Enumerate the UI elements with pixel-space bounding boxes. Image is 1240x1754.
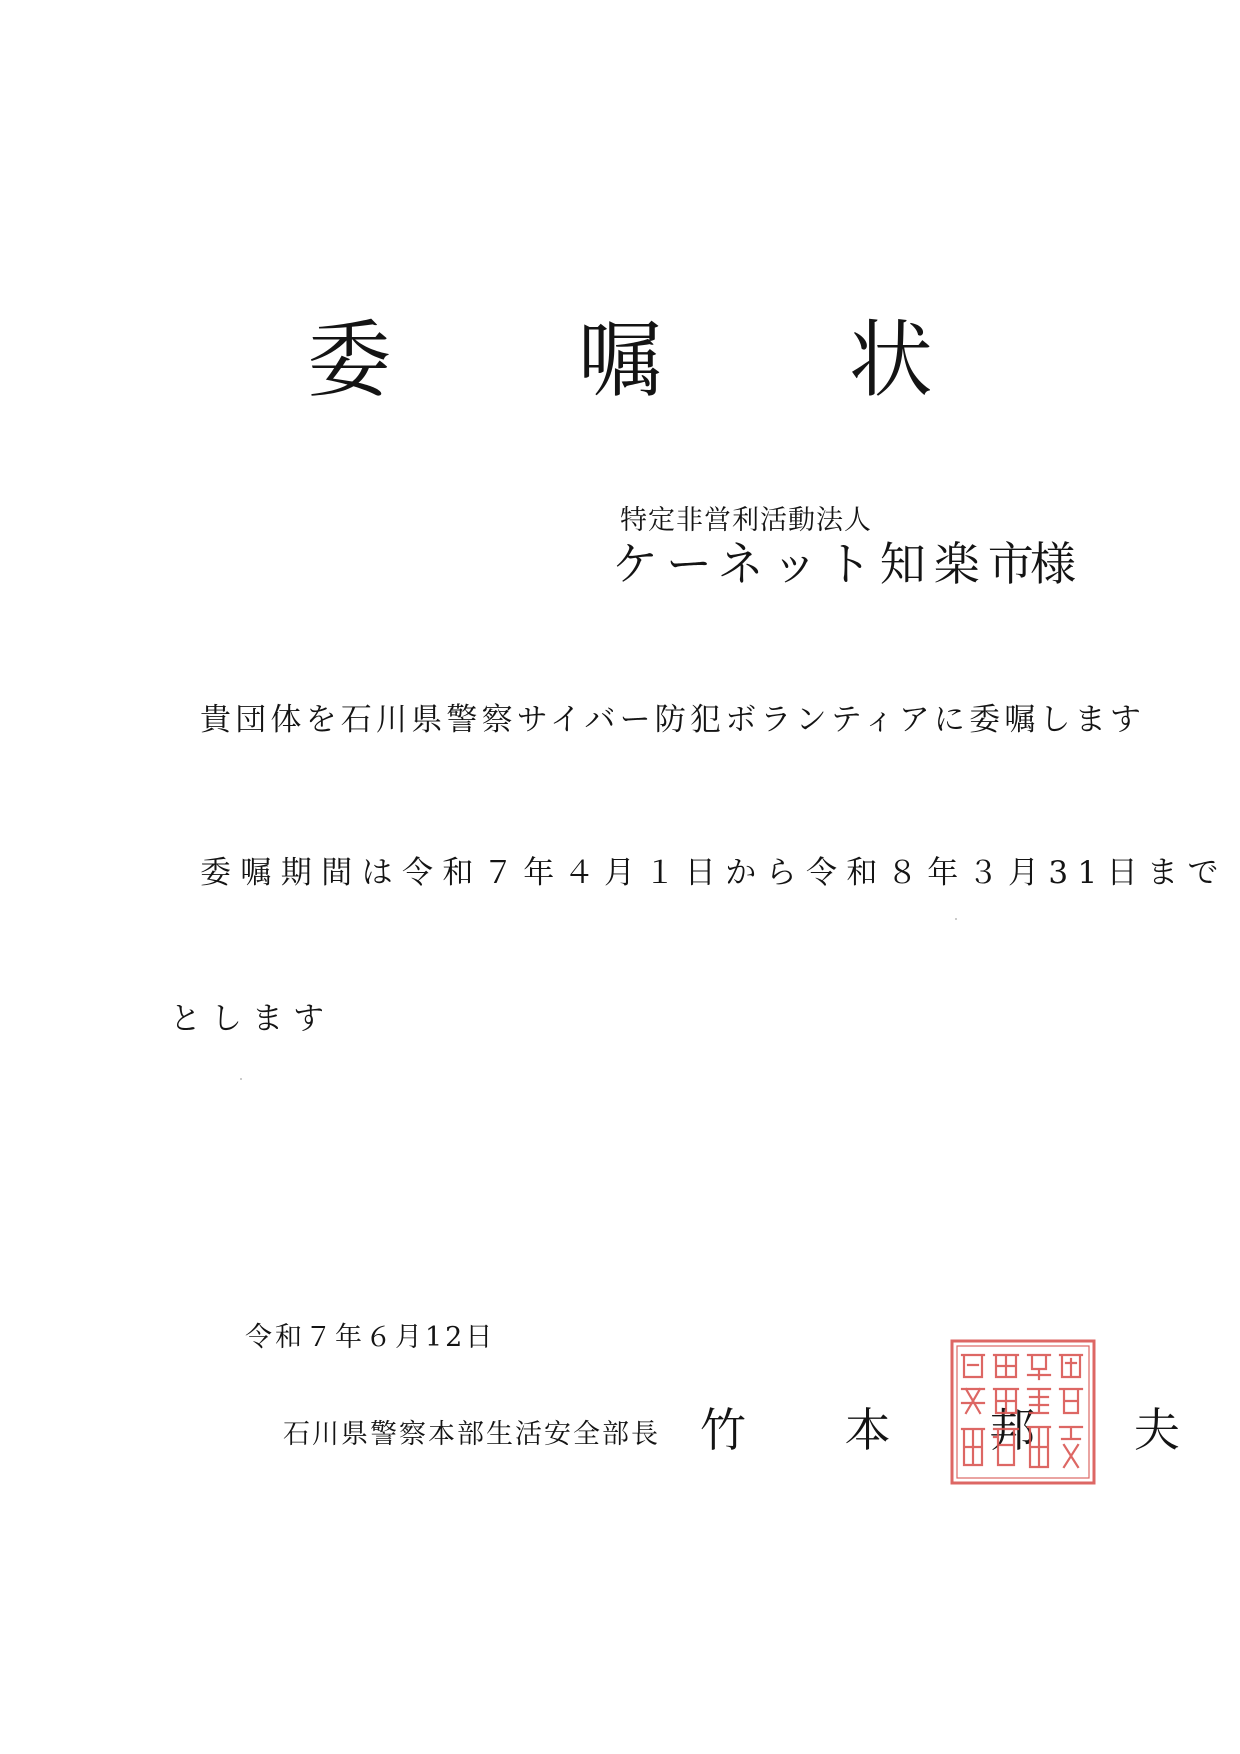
- issuer-name: 竹 本 邦 夫: [700, 1403, 1222, 1457]
- scan-speck: [240, 1078, 242, 1080]
- official-seal-stamp: [948, 1337, 1098, 1487]
- body-line-appointment: 貴団体を石川県警察サイバー防犯ボランティアに委嘱します: [200, 702, 1146, 738]
- issue-date: 令和７年６月12日: [245, 1322, 496, 1353]
- recipient-org-type: 特定非営利活動法人: [620, 505, 872, 536]
- scan-speck: [955, 918, 957, 920]
- body-line-closing: とします: [170, 1001, 334, 1037]
- recipient-name: ケーネット知楽市: [612, 537, 1042, 591]
- body-line-period: 委嘱期間は令和７年４月１日から令和８年３月31日まで: [200, 855, 1228, 891]
- issuer-title: 石川県警察本部生活安全部長: [283, 1419, 660, 1450]
- recipient-honorific: 様: [1030, 537, 1076, 591]
- document-title: 委 嘱 状: [307, 311, 1013, 409]
